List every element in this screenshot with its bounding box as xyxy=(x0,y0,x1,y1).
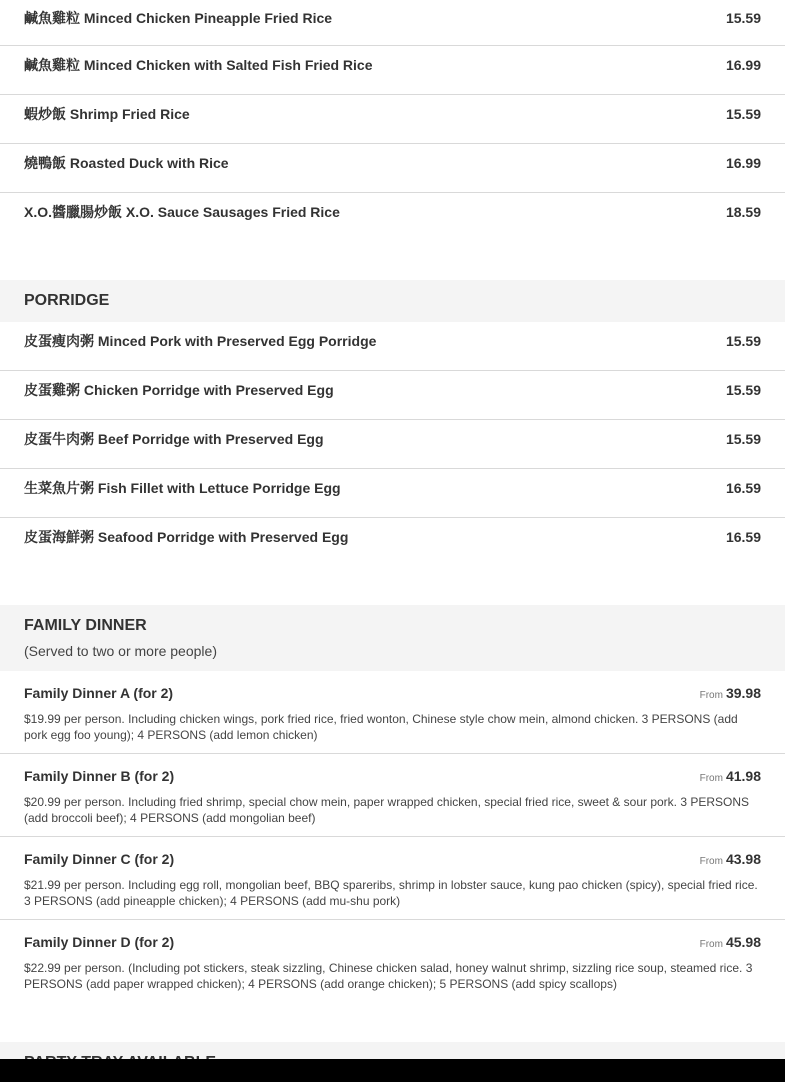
menu-item-price: 39.98 xyxy=(725,685,761,701)
menu-item-price: 16.99 xyxy=(725,155,761,171)
price-prefix: From xyxy=(699,939,723,950)
menu-item-price-wrapper xyxy=(700,851,761,870)
menu-item-price: 15.59 xyxy=(725,106,761,122)
menu-item-name: Family Dinner C (for 2) xyxy=(24,851,175,867)
menu-item-price: 16.59 xyxy=(725,529,761,545)
menu-item[interactable] xyxy=(0,420,785,469)
menu-item-price-wrapper xyxy=(700,934,761,953)
menu-item-name: 皮蛋牛肉粥 Beef Porridge with Preserved Egg xyxy=(24,431,324,447)
section-header xyxy=(0,605,785,671)
menu-item-name: Family Dinner B (for 2) xyxy=(24,768,175,784)
menu-item-name: 皮蛋海鮮粥 Seafood Porridge with Preserved Egg xyxy=(24,529,349,545)
price-prefix: From xyxy=(699,773,723,784)
menu-item-name: 生菜魚片粥 Fish Fillet with Lettuce Porridge Egg xyxy=(24,480,341,496)
menu-item-name: 鹹魚雞粒 Minced Chicken Pineapple Fried Rice xyxy=(24,10,333,26)
menu-item-description: $19.99 per person. Including chicken wings, pork fried rice, fried wonton, Chinese style chow mein, almond chicken. 3 PERSONS (add pork egg foo young); 4 PERSONS (add lemon chicken) xyxy=(24,712,738,742)
menu-item-price: 18.59 xyxy=(725,204,761,220)
menu-item[interactable] xyxy=(0,371,785,420)
price-prefix: From xyxy=(699,690,723,701)
menu-item-description: $22.99 per person. (Including pot stickers, steak sizzling, Chinese chicken salad, honey walnut shrimp, sizzling rice soup, steamed rice. 3 PERSONS (add paper wrapped chicken); 4 PERSONS (add orange chicken); 5 PERSONS (add spicy scallops) xyxy=(24,961,753,991)
menu-item[interactable] xyxy=(0,671,785,754)
family-dinner-section xyxy=(0,605,785,1042)
menu-item[interactable] xyxy=(0,837,785,920)
menu-item[interactable] xyxy=(0,920,785,1042)
menu-item-price: 16.59 xyxy=(725,480,761,496)
menu-item-name: 鹹魚雞粒 Minced Chicken with Salted Fish Fried Rice xyxy=(24,57,373,73)
menu-item-price: 15.59 xyxy=(725,431,761,447)
menu-item-name: 皮蛋瘦肉粥 Minced Pork with Preserved Egg Porridge xyxy=(24,333,377,349)
menu-item-price: 43.98 xyxy=(725,851,761,867)
section-subtitle: (Served to two or more people) xyxy=(24,643,217,659)
menu-item-price: 45.98 xyxy=(725,934,761,950)
menu-item[interactable] xyxy=(0,322,785,371)
menu-item-name: 燒鴨飯 Roasted Duck with Rice xyxy=(24,155,229,171)
section-header xyxy=(0,280,785,322)
menu-item-price: 41.98 xyxy=(725,768,761,784)
menu-item[interactable] xyxy=(0,0,785,46)
menu-item-name: 皮蛋雞粥 Chicken Porridge with Preserved Egg xyxy=(24,382,334,398)
menu-item-price: 16.99 xyxy=(725,57,761,73)
menu-item[interactable] xyxy=(0,95,785,144)
menu-item-price: 15.59 xyxy=(725,333,761,349)
menu-item[interactable] xyxy=(0,754,785,837)
menu-item[interactable] xyxy=(0,518,785,605)
menu-item-name: 蝦炒飯 Shrimp Fried Rice xyxy=(24,106,190,122)
menu-item-name: X.O.醬臘腸炒飯 X.O. Sauce Sausages Fried Rice xyxy=(24,204,340,220)
menu-item-name: Family Dinner A (for 2) xyxy=(24,685,174,701)
menu-item[interactable] xyxy=(0,144,785,193)
menu-item-price: 15.59 xyxy=(725,10,761,26)
section-title: PORRIDGE xyxy=(24,292,110,309)
porridge-section xyxy=(0,280,785,605)
menu-item-description: $20.99 per person. Including fried shrimp, special chow mein, paper wrapped chicken, special fried rice, sweet & sour pork. 3 PERSONS (add broccoli beef); 4 PERSONS (add mongolian beef) xyxy=(24,795,750,825)
menu-item-name: Family Dinner D (for 2) xyxy=(24,934,175,950)
bottom-bar xyxy=(0,1059,785,1082)
menu-item[interactable] xyxy=(0,469,785,518)
menu-item[interactable] xyxy=(0,46,785,95)
price-prefix: From xyxy=(699,856,723,867)
fried-rice-list xyxy=(0,0,785,280)
section-title: FAMILY DINNER xyxy=(24,617,147,634)
menu-item-description: $21.99 per person. Including egg roll, mongolian beef, BBQ spareribs, shrimp in lobster sauce, kung pao chicken (spicy), special fried rice. 3 PERSONS (add pineapple chicken); 4 PERSONS (add mu-shu pork) xyxy=(24,878,758,908)
menu-item-price: 15.59 xyxy=(725,382,761,398)
menu-item-price-wrapper xyxy=(700,768,761,787)
menu-item-price-wrapper xyxy=(700,685,761,704)
menu-item[interactable] xyxy=(0,193,785,280)
